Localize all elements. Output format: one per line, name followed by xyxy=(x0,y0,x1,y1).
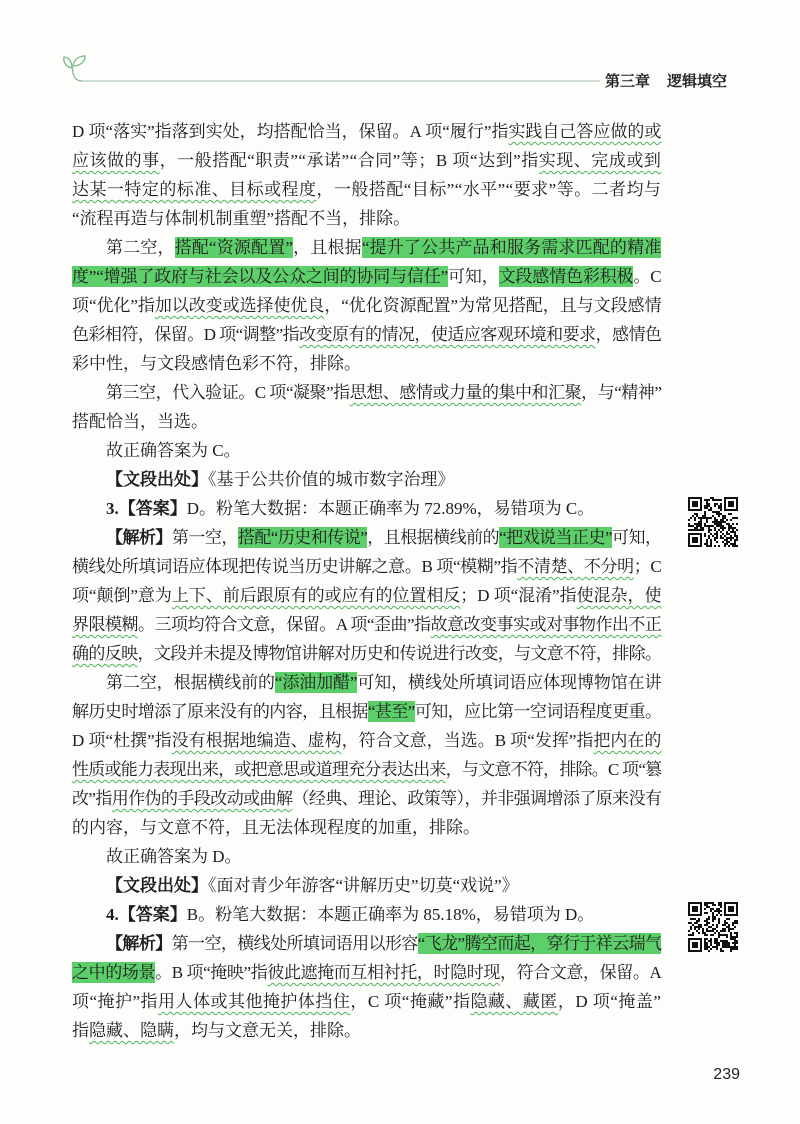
text-run: “流程再造与体制机制重塑”搭配不当，排除。 xyxy=(72,209,411,228)
highlighted-text: 搭配“资源配置” xyxy=(174,238,294,257)
text-line-content xyxy=(72,1021,361,1040)
qr-modules xyxy=(688,902,738,952)
underlined-text: 彼此遮掩而互相衬托，时隐时现 xyxy=(267,963,500,982)
qr-code xyxy=(688,902,738,952)
text-line-content xyxy=(72,180,661,199)
running-header xyxy=(605,72,727,92)
text-line-content xyxy=(106,905,594,924)
paragraph xyxy=(72,871,662,900)
text-line-content xyxy=(106,847,242,866)
text-run: 项“优化”指 xyxy=(72,296,155,315)
text-line xyxy=(72,784,662,813)
text-line-content xyxy=(72,760,661,779)
text-line xyxy=(72,1016,662,1045)
text-run: 可知，横线处所填词语应体现博物馆在讲 xyxy=(357,673,662,692)
underlined-text: 实践自己答应做的或 xyxy=(508,122,662,141)
highlighted-text: 文段感情色彩积极 xyxy=(498,267,634,286)
text-line-content xyxy=(106,470,455,489)
underlined-text: 隐藏、隐瞒 xyxy=(89,1021,174,1040)
text-line-content xyxy=(72,789,661,808)
paragraph xyxy=(72,117,662,233)
text-line xyxy=(72,871,662,900)
section-label: 3.【答案】 xyxy=(106,499,187,518)
text-line xyxy=(72,842,662,871)
highlighted-text: “甚至” xyxy=(367,702,415,721)
text-run: 故正确答案为 D。 xyxy=(106,847,242,866)
text-run: B。粉笔大数据：本题正确率为 85.18%，易错项为 D。 xyxy=(186,905,595,924)
section-label: 【文段出处】 xyxy=(106,470,208,489)
text-line xyxy=(72,320,662,349)
body-text xyxy=(72,117,662,1045)
text-run: ，感情色 xyxy=(595,325,662,344)
underlined-text: 上下、前后跟原有的或应有的位置相反 xyxy=(171,586,461,605)
underlined-text: 思想、感情或力量的集中和汇聚 xyxy=(349,383,582,402)
underlined-text: 不清楚、不分明 xyxy=(517,557,634,576)
text-run: ，符合文意，当选。B 项“发挥”指 xyxy=(341,731,594,750)
text-run: 。B 项“掩映”指 xyxy=(155,963,268,982)
qr-modules xyxy=(688,497,738,547)
underlined-text: 隐藏、藏匿 xyxy=(470,992,558,1011)
text-run: （经典、理论、政策等），并非强调增添了原来没有 xyxy=(292,789,662,808)
section-label: 4.【答案】 xyxy=(106,905,187,924)
text-line xyxy=(72,523,662,552)
underlined-text: 用作伪的手段改动或曲解 xyxy=(111,789,293,808)
text-run: D 项“杜撰”指 xyxy=(72,731,172,750)
text-line xyxy=(72,465,662,494)
text-line xyxy=(72,755,662,784)
paragraph xyxy=(72,842,662,871)
text-line xyxy=(72,987,662,1016)
text-line-content xyxy=(72,209,410,228)
underlined-text: 没有根据地编造、虚构 xyxy=(171,731,342,750)
highlighted-text: “提升了公共产品和服务需求匹配的精准 xyxy=(361,238,662,257)
text-line xyxy=(72,900,662,929)
text-line-content xyxy=(106,672,661,693)
text-line xyxy=(72,552,662,581)
text-run: D。粉笔大数据：本题正确率为 72.89%，易错项为 C。 xyxy=(186,499,595,518)
underlined-text: 使混杂，使 xyxy=(576,586,662,605)
underlined-text: 实现、完成或到 xyxy=(538,151,662,170)
text-line-content xyxy=(72,296,661,315)
text-run: 第二空， xyxy=(106,238,175,257)
text-line xyxy=(72,668,662,697)
text-line-content xyxy=(106,383,661,402)
text-line xyxy=(72,726,662,755)
text-line xyxy=(72,378,662,407)
text-run: ，与文意不符，排除。C 项“篡 xyxy=(445,760,662,779)
text-run: 。三项均符合文意，保留。A 项“歪曲”指 xyxy=(137,615,431,634)
text-run: 可知，应比第一空词语程度更重。 xyxy=(414,702,662,721)
text-line-content xyxy=(72,557,661,576)
text-line xyxy=(72,494,662,523)
text-run: ，文段并未提及博物馆讲解对历史和传说进行改变，与文意不符，排除。 xyxy=(137,644,662,663)
text-line xyxy=(72,204,662,233)
text-run: 《面对青少年游客“讲解历史”切莫“戏说”》 xyxy=(208,876,519,895)
text-run: 第一空，横线处所填词语用以形容 xyxy=(171,934,418,953)
text-line xyxy=(72,349,662,378)
text-line-content xyxy=(72,731,661,750)
text-line-content xyxy=(72,151,661,170)
text-line-content xyxy=(72,122,661,141)
text-run: ，“优化资源配置”为常见搭配，且与文段感情 xyxy=(324,296,662,315)
chapter-label: 第三章 xyxy=(605,73,651,90)
text-run: 《基于公共价值的城市数字治理》 xyxy=(208,470,455,489)
underlined-text: 性质或能力表现出来，或把意思或道理充分表达出来 xyxy=(72,760,446,779)
text-line-content xyxy=(106,527,661,548)
text-run: ，均与文意无关，排除。 xyxy=(174,1021,361,1040)
underlined-text: 界限模糊 xyxy=(72,615,138,634)
text-run: 横线处所填词语应体现把传说当历史讲解之意。B 项“模糊”指 xyxy=(72,557,518,576)
sprout-icon xyxy=(58,50,603,90)
paragraph xyxy=(72,929,662,1045)
text-line-content xyxy=(106,441,241,460)
text-line xyxy=(72,813,662,842)
text-line-content xyxy=(72,701,661,722)
text-line-content xyxy=(72,266,661,287)
highlighted-text: 搭配“历史和传说” xyxy=(237,528,368,547)
section-label: 【解析】 xyxy=(106,528,172,547)
text-run: 第二空，根据横线前的 xyxy=(106,673,275,692)
text-line xyxy=(72,610,662,639)
text-run: ，符合文意，保留。A xyxy=(499,963,662,982)
text-line-content xyxy=(72,412,208,431)
text-run: 解历史时增添了原来没有的内容，且根据 xyxy=(72,702,368,721)
text-run: ，一般搭配“目标”“水平”“要求”等。二者均与 xyxy=(316,180,662,199)
text-run: 色彩相符，保留。D 项“调整”指 xyxy=(72,325,300,344)
text-run: 可知， xyxy=(612,528,662,547)
text-run: ，C 项“掩藏”指 xyxy=(350,992,471,1011)
text-line xyxy=(72,175,662,204)
text-line xyxy=(72,581,662,610)
underlined-text: 达某一特定的标准、目标或程度 xyxy=(72,180,317,199)
chapter-title: 逻辑填空 xyxy=(667,73,728,90)
text-run: 。C xyxy=(633,267,662,286)
text-line-content xyxy=(106,933,661,954)
text-run: ，D 项“掩盖” xyxy=(557,992,662,1011)
underlined-text: 加以改变或选择使优良 xyxy=(154,296,325,315)
highlighted-text: 度”“增强了政府与社会以及公众之间的协同与信任” xyxy=(72,267,449,286)
text-line-content xyxy=(106,499,594,518)
paragraph xyxy=(72,233,662,378)
text-line-content xyxy=(72,644,661,663)
highlighted-text: 之中的场景 xyxy=(72,963,156,982)
text-run: 彩中性，与文段感情色彩不符，排除。 xyxy=(72,354,361,373)
underlined-text: 把内在的 xyxy=(593,731,662,750)
text-run: ，且根据 xyxy=(293,238,362,257)
text-line xyxy=(72,146,662,175)
text-run: 第三空，代入验证。C 项“凝聚”指 xyxy=(106,383,350,402)
paragraph xyxy=(72,494,662,523)
underlined-text: 用人体或其他掩护体挡住 xyxy=(158,992,351,1011)
text-run: 可知， xyxy=(448,267,499,286)
text-run: 故正确答案为 C。 xyxy=(106,441,241,460)
text-line xyxy=(72,958,662,987)
qr-code xyxy=(688,497,738,547)
text-line-content xyxy=(106,876,519,895)
text-run: ，一般搭配“职责”“承诺”“合同”等；B 项“达到”指 xyxy=(159,151,539,170)
paragraph xyxy=(72,900,662,929)
page-number: 239 xyxy=(713,1066,740,1083)
text-run: 第一空， xyxy=(171,528,238,547)
section-label: 【文段出处】 xyxy=(106,876,208,895)
text-run: 的内容，与文意不符，且无法体现程度的加重，排除。 xyxy=(72,818,480,837)
text-run: 指 xyxy=(72,1021,89,1040)
text-line-content xyxy=(72,615,661,634)
text-run: ，与“精神” xyxy=(581,383,662,402)
highlighted-text: “把戏说当正史” xyxy=(499,528,612,547)
text-line xyxy=(72,697,662,726)
text-line-content xyxy=(72,325,661,344)
text-line xyxy=(72,262,662,291)
text-line xyxy=(72,117,662,146)
text-line-content xyxy=(72,586,661,605)
text-run: 项“颠倒”意为 xyxy=(72,586,172,605)
text-line xyxy=(72,407,662,436)
paragraph xyxy=(72,523,662,668)
text-run: D 项“落实”指落到实处，均搭配恰当，保留。A 项“履行”指 xyxy=(72,122,509,141)
section-label: 【解析】 xyxy=(106,934,172,953)
underlined-text: 确的反映 xyxy=(72,644,138,663)
text-line-content xyxy=(72,962,661,983)
text-run: 项“掩护”指 xyxy=(72,992,159,1011)
text-run: ，且根据横线前的 xyxy=(367,528,500,547)
text-line xyxy=(72,639,662,668)
paragraph xyxy=(72,436,662,465)
paragraph xyxy=(72,465,662,494)
underlined-text: 应该做的事 xyxy=(72,151,160,170)
text-run: 搭配恰当，当选。 xyxy=(72,412,208,431)
text-line-content xyxy=(106,237,661,258)
text-line-content xyxy=(72,354,361,373)
underlined-text: 故意改变事实或对事物作出不正 xyxy=(430,615,662,634)
text-run: ；D 项“混淆”指 xyxy=(460,586,577,605)
text-line xyxy=(72,436,662,465)
text-line-content xyxy=(72,818,480,837)
highlighted-text: “添油加醋” xyxy=(274,673,358,692)
text-line-content xyxy=(72,992,661,1011)
paragraph xyxy=(72,378,662,436)
text-run: 改”指 xyxy=(72,789,112,808)
highlighted-text: “飞龙”腾空而起，穿行于祥云瑞气 xyxy=(417,934,662,953)
text-run: ；C xyxy=(633,557,662,576)
text-line xyxy=(72,929,662,958)
text-line xyxy=(72,291,662,320)
paragraph xyxy=(72,668,662,842)
text-line xyxy=(72,233,662,262)
underlined-text: 改变原有的情况，使适应客观环境和要求 xyxy=(299,325,596,344)
